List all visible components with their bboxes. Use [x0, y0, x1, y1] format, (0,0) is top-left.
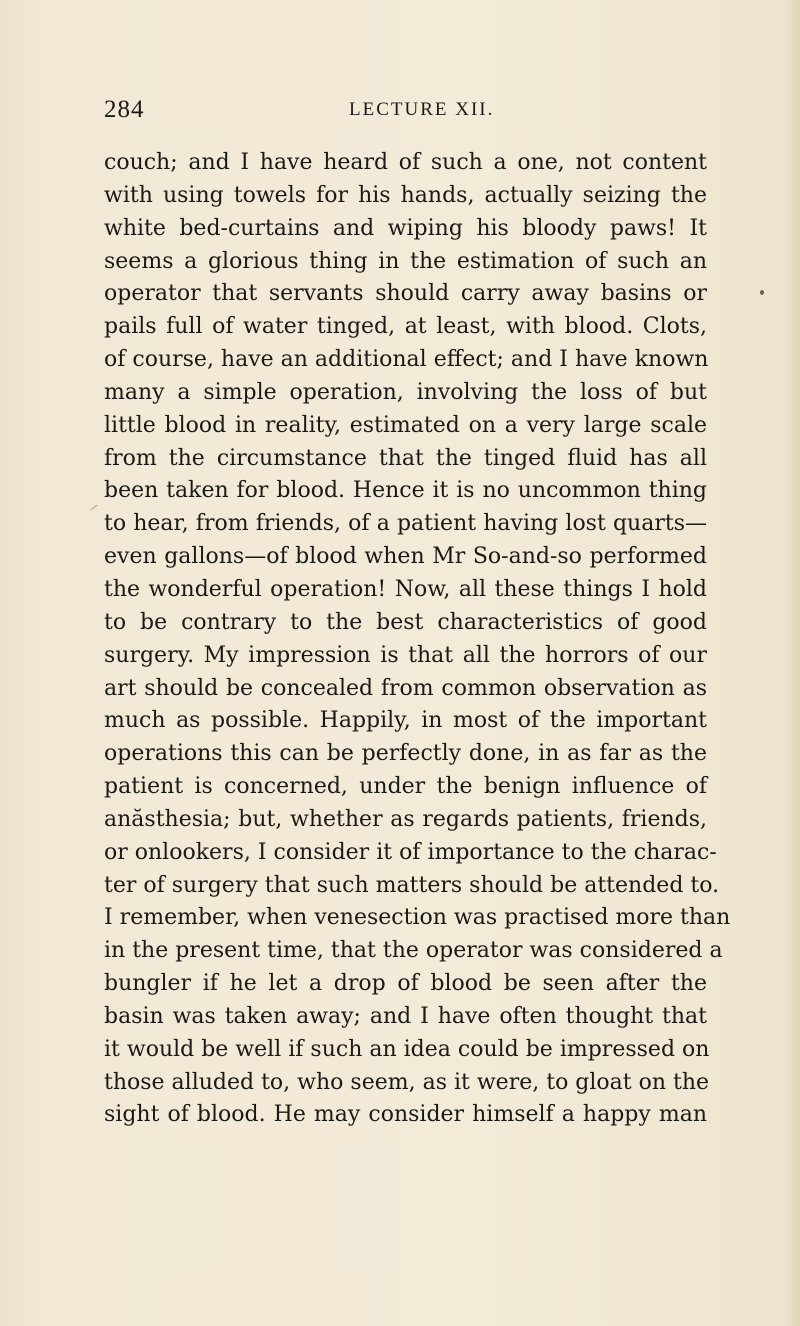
text-line: bungler if he let a drop of blood be seen after the [104, 971, 707, 997]
text-line: little blood in reality, estimated on a very large scale [104, 412, 707, 438]
running-head: LECTURE XII. [349, 99, 495, 120]
text-line: sight of blood. He may consider himself a happy man [104, 1102, 707, 1128]
page-number: 284 [104, 96, 145, 123]
paper-mark [90, 505, 97, 510]
text-line: or onlookers, I consider it of importance to the charac- [104, 839, 717, 865]
text-line: ter of surgery that such matters should be attended to. [104, 872, 720, 898]
text-line: seems a glorious thing in the estimation of such an [104, 248, 707, 274]
text-line: pails full of water tinged, at least, with blood. Clots, [104, 314, 707, 340]
text-line: been taken for blood. Hence it is no uncommon thing [104, 478, 707, 504]
text-line: operator that servants should carry away basins or [104, 281, 707, 307]
page-header [104, 96, 694, 126]
body-text [104, 147, 731, 1132]
text-line: from the circumstance that the tinged fluid has all [104, 445, 707, 471]
text-line: anăsthesia; but, whether as regards patients, friends, [104, 806, 707, 832]
text-line: white bed-curtains and wiping his bloody paws! It [104, 215, 707, 241]
text-line: surgery. My impression is that all the horrors of our [104, 642, 707, 668]
text-line: even gallons—of blood when Mr So-and-so performed [104, 544, 707, 570]
text-line: many a simple operation, involving the loss of but [104, 379, 707, 405]
text-line: with using towels for his hands, actually seizing the [104, 182, 707, 208]
text-line: art should be concealed from common observation as [104, 675, 707, 701]
text-line: much as possible. Happily, in most of the important [104, 708, 707, 734]
text-line: it would be well if such an idea could be impressed on [104, 1036, 710, 1062]
text-line: to hear, from friends, of a patient having lost quarts— [104, 511, 707, 537]
text-line: of course, have an additional effect; and I have known [104, 347, 709, 373]
text-line: basin was taken away; and I have often thought that [104, 1003, 707, 1029]
text-line: operations this can be perfectly done, in as far as the [104, 741, 707, 767]
paper-speck [760, 290, 764, 295]
page-edge-shadow [782, 0, 800, 1326]
text-line: the wonderful operation! Now, all these things I hold [104, 576, 707, 602]
text-line: couch; and I have heard of such a one, not content [104, 150, 707, 175]
text-line: those alluded to, who seem, as it were, to gloat on the [104, 1069, 710, 1095]
text-line: I remember, when venesection was practised more than [104, 905, 731, 931]
text-line: in the present time, that the operator was considered a [104, 938, 723, 964]
text-line: to be contrary to the best characteristics of good [104, 609, 707, 635]
text-line: patient is concerned, under the benign influence of [104, 774, 707, 800]
